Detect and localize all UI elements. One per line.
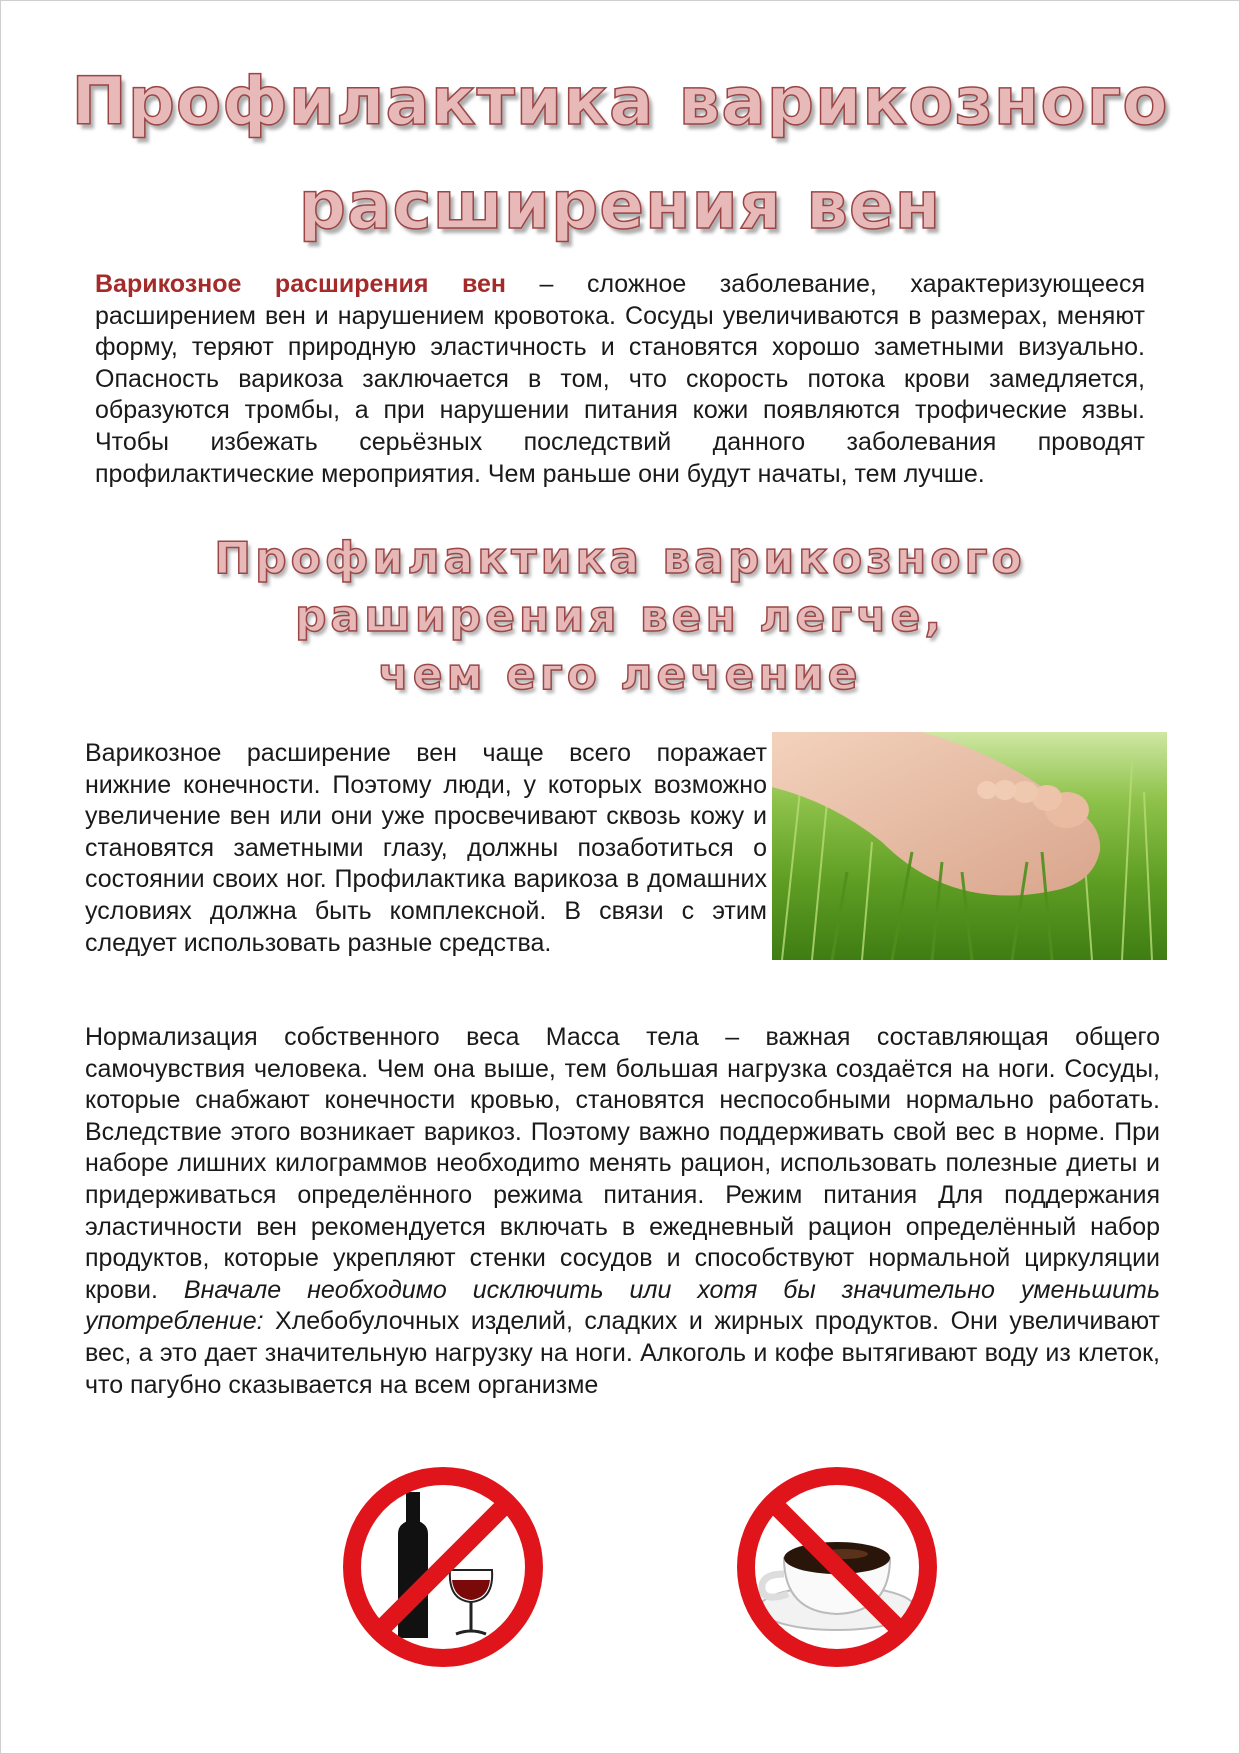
no-coffee-sign-icon (732, 1462, 942, 1672)
section2-text-italic: Вначале необходимо исключить или хотя бы значительно уменьшить употребление: (85, 1275, 1160, 1336)
no-alcohol-sign-icon (338, 1462, 548, 1672)
intro-paragraph (95, 269, 1145, 490)
section2-paragraph (85, 1022, 1160, 1401)
subtitle-line-3: чем его лечение (378, 649, 862, 700)
page-title-line-2: расширения вен (298, 167, 942, 244)
intro-text: – сложное заболевание, характеризующееся расширением вен и нарушением кровотока. Сосуды увеличиваются в размерах, меняют форму, теряют природную эластичность и становятся хорошо заметными визуально. Опасность варикоза заключается в том, что скорость потока крови замедляется, образуются тромбы, а при нарушении питания кожи появляются трофические язвы. Чтобы избежать серьёзных последствий данного заболевания проводят профилактические мероприятия. Чем раньше они будут начаты, тем лучше. (95, 270, 1146, 488)
page-title-line-1: Профилактика варикозного (71, 63, 1169, 140)
section2-text-start: Нормализация собственного веса Масса тела – важная составляющая общего самочувствия человека. Чем она выше, тем большая нагрузка создаётся на ноги. Сосуды, которые снабжают конечности кровью, становятся неспособными нормально работать. Вследствие этого возникает варикоз. Поэтому важно поддерживать свой вес в норме. При наборе лишних килограммов необходиmо менять рацион, использовать полезные диеты и придерживаться определённого режима питания. Режим питания Для поддержания эластичности вен рекомендуется включать в ежедневный рацион определённый набор продуктов, которые укрепляют стенки сосудов и способствуют нормальной циркуляции крови. (85, 1023, 1160, 1304)
intro-lead-term: Варикозное расширения вен (95, 270, 507, 298)
section1-paragraph: Варикозное расширение вен чаще всего поражает нижние конечности. Поэтому люди, у которых возможно увеличение вен или они уже просвечивают сквозь кожу и становятся заметными глазу, должны позаботиться о состоянии своих ног. Профилактика варикоза в домашних условиях должна быть комплексной. В связи с этим следует использовать разные средства. (85, 739, 767, 957)
subtitle-line-1: Профилактика варикозного (214, 533, 1026, 584)
subtitle-line-2: раширения вен легче, (294, 591, 946, 642)
section2-text-end: Хлебобулочных изделий, сладких и жирных продуктов. Они увеличивают вес, а это дает значительную нагрузку на ноги. Алкоголь и кофе вытягивают воду из клеток, что пагубно сказывается на всем организме (85, 1307, 1160, 1399)
bare-foot-on-grass-photo (772, 732, 1167, 960)
